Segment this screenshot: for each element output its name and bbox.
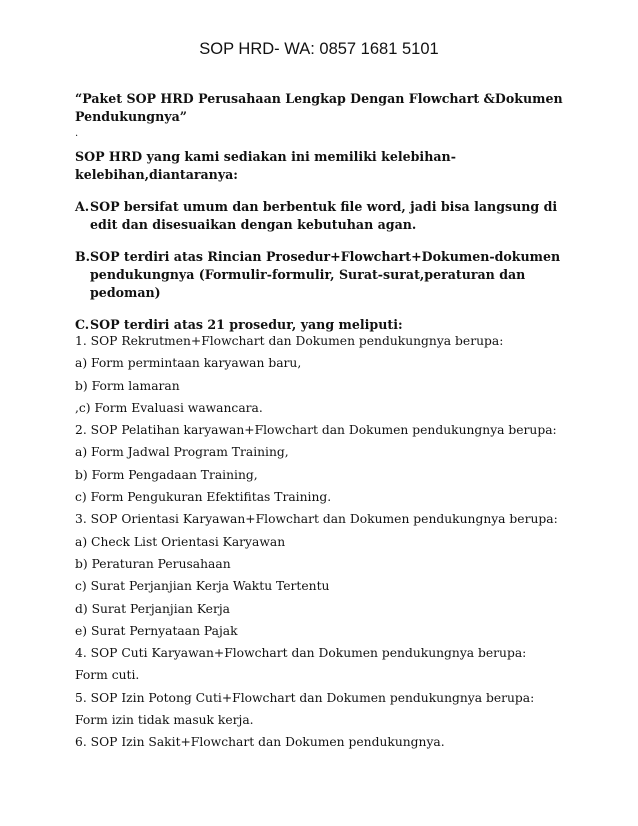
list-item: 4. SOP Cuti Karyawan+Flowchart dan Dokumen pendukungnya berupa: xyxy=(75,646,527,661)
list-item: e) Surat Pernyataan Pajak xyxy=(75,623,238,638)
list-item: a) Form permintaan karyawan baru, xyxy=(75,356,302,371)
list-item: Form izin tidak masuk kerja. xyxy=(75,713,254,728)
list-item: c) Surat Perjanjian Kerja Waktu Tertentu xyxy=(75,579,330,594)
document-body xyxy=(75,90,575,758)
package-title: “Paket SOP HRD Perusahaan Lengkap Dengan Flowchart &Dokumen Pendukungnya” xyxy=(75,91,563,124)
list-item: 3. SOP Orientasi Karyawan+Flowchart dan Dokumen pendukungnya berupa: xyxy=(75,512,558,527)
advantage-text: SOP bersifat umum dan berbentuk file word, jadi bisa langsung di edit dan disesuaikan dengan kebutuhan agan. xyxy=(90,199,558,232)
advantage-letter: A. xyxy=(75,199,90,214)
advantage-a xyxy=(75,198,575,234)
page-header: SOP HRD- WA: 0857 1681 5101 xyxy=(199,40,439,58)
advantage-letter: B. xyxy=(75,249,91,264)
advantage-c xyxy=(75,316,575,334)
list-item: b) Form lamaran xyxy=(75,378,180,393)
list-item: 2. SOP Pelatihan karyawan+Flowchart dan Dokumen pendukungnya berupa: xyxy=(75,423,557,438)
list-item: d) Surat Perjanjian Kerja xyxy=(75,601,230,616)
list-item: 1. SOP Rekrutmen+Flowchart dan Dokumen pendukungnya berupa: xyxy=(75,334,504,348)
list-item: Form cuti. xyxy=(75,668,140,683)
list-item: b) Peraturan Perusahaan xyxy=(75,556,231,571)
advantage-text: SOP terdiri atas 21 prosedur, yang meliputi: xyxy=(90,317,403,332)
advantage-b xyxy=(75,248,575,302)
separator-dot: . xyxy=(75,128,79,139)
list-item: 6. SOP Izin Sakit+Flowchart dan Dokumen pendukungnya. xyxy=(75,735,445,750)
list-item: b) Form Pengadaan Training, xyxy=(75,467,258,482)
advantage-letter: C. xyxy=(75,317,90,332)
advantage-text: SOP terdiri atas Rincian Prosedur+Flowchart+Dokumen-dokumen pendukungnya (Formulir-formulir, Surat-surat,peraturan dan pedoman) xyxy=(90,249,561,300)
list-item: a) Check List Orientasi Karyawan xyxy=(75,534,286,549)
list-item: 5. SOP Izin Potong Cuti+Flowchart dan Dokumen pendukungnya berupa: xyxy=(75,690,535,705)
procedure-list xyxy=(75,334,575,750)
list-item: ,c) Form Evaluasi wawancara. xyxy=(75,400,263,415)
intro-lead: SOP HRD yang kami sediakan ini memiliki kelebihan-kelebihan,diantaranya: xyxy=(75,149,456,182)
list-item: a) Form Jadwal Program Training, xyxy=(75,445,289,460)
list-item: c) Form Pengukuran Efektifitas Training. xyxy=(75,490,332,505)
